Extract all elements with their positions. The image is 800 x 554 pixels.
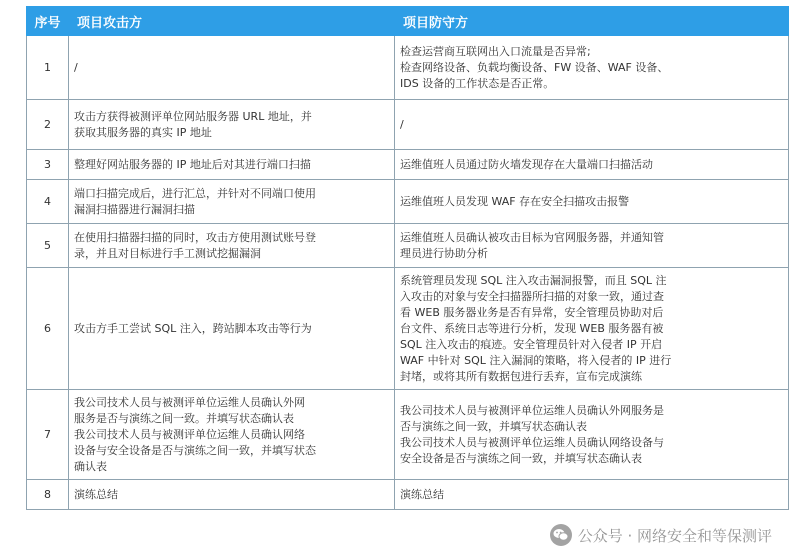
defender-cell (395, 180, 789, 224)
attacker-cell-line: 获取其服务器的真实 IP 地址 (74, 125, 212, 139)
defender-cell-line: 检查网络设备、负载均衡设备、FW 设备、WAF 设备、 (400, 60, 669, 74)
defender-cell-line: 系统管理员发现 SQL 注入攻击漏洞报警，而且 SQL 注 (400, 273, 667, 287)
attacker-cell-line: 整理好网站服务器的 IP 地址后对其进行端口扫描 (74, 157, 311, 171)
row-number: 8 (27, 480, 69, 510)
defender-cell (395, 224, 789, 268)
attacker-cell (69, 180, 395, 224)
defender-cell-line: SQL 注入攻击的痕迹。安全管理员针对入侵者 IP 开启 (400, 337, 663, 351)
defender-cell (395, 268, 789, 390)
attacker-cell-line: 我公司技术人员与被测评单位运维人员确认网络 (74, 427, 305, 441)
header-attacker: 项目攻击方 (69, 7, 395, 36)
row-number: 7 (27, 390, 69, 480)
row-number: 1 (27, 36, 69, 100)
attacker-cell (69, 268, 395, 390)
defender-cell-line: 检查运营商互联网出入口流量是否异常; (400, 44, 591, 58)
defender-cell-line: 理员进行协助分析 (400, 246, 488, 260)
defender-cell (395, 100, 789, 150)
defender-cell-line: 看 WEB 服务器业务是否有异常，安全管理员协助对后 (400, 305, 664, 319)
defender-cell-line: IDS 设备的工作状态是否正常。 (400, 76, 555, 90)
defender-cell-line: 我公司技术人员与被测评单位运维人员确认网络设备与 (400, 435, 664, 449)
wechat-icon (550, 524, 572, 546)
attacker-cell-line: 攻击方获得被测评单位网站服务器 URL 地址，并 (74, 109, 312, 123)
attacker-cell-line: 设备与安全设备是否与演练之间一致，并填写状态 (74, 443, 316, 457)
attacker-cell (69, 100, 395, 150)
defender-cell-line: 我公司技术人员与被测评单位运维人员确认外网服务是 (400, 403, 664, 417)
attacker-cell (69, 390, 395, 480)
row-number: 6 (27, 268, 69, 390)
defender-cell (395, 150, 789, 180)
defender-cell-line: 否与演练之间一致，并填写状态确认表 (400, 419, 587, 433)
table-row (27, 150, 789, 180)
table-row (27, 480, 789, 510)
attacker-cell-line: 端口扫描完成后，进行汇总，并针对不同端口使用 (74, 186, 316, 200)
attacker-cell-line: 服务是否与演练之间一致。并填写状态确认表 (74, 411, 294, 425)
attacker-cell-line: 确认表 (74, 459, 107, 473)
attacker-cell (69, 150, 395, 180)
table-row (27, 390, 789, 480)
header-num: 序号 (27, 7, 69, 36)
attacker-cell-line: 我公司技术人员与被测评单位运维人员确认外网 (74, 395, 305, 409)
defender-cell (395, 390, 789, 480)
defender-cell-line: 运维值班人员确认被攻击目标为官网服务器，并通知管 (400, 230, 664, 244)
defender-cell-line: 运维值班人员发现 WAF 存在安全扫描攻击报警 (400, 194, 630, 208)
table-row (27, 36, 789, 100)
row-number: 5 (27, 224, 69, 268)
table-row (27, 224, 789, 268)
defender-cell-line: 安全设备是否与演练之间一致，并填写状态确认表 (400, 451, 642, 465)
defender-cell-line: 封堵，或将其所有数据包进行丢弃，宣布完成演练 (400, 369, 642, 383)
defender-cell (395, 36, 789, 100)
defender-cell (395, 480, 789, 510)
attacker-cell (69, 480, 395, 510)
defender-cell-line: WAF 中针对 SQL 注入漏洞的策略，将入侵者的 IP 进行 (400, 353, 672, 367)
defender-cell-line: 运维值班人员通过防火墙发现存在大量端口扫描活动 (400, 157, 653, 171)
table-body (27, 36, 789, 510)
watermark (550, 524, 772, 546)
defender-cell-line: 演练总结 (400, 487, 444, 501)
defender-cell-line: 台文件、系统日志等进行分析，发现 WEB 服务器有被 (400, 321, 664, 335)
attacker-cell (69, 36, 395, 100)
attacker-cell-line: 攻击方手工尝试 SQL 注入，跨站脚本攻击等行为 (74, 321, 312, 335)
row-number: 3 (27, 150, 69, 180)
attacker-cell-line: / (74, 60, 78, 74)
watermark-text: 公众号 · 网络安全和等保测评 (577, 526, 772, 545)
row-number: 2 (27, 100, 69, 150)
drill-process-table (26, 6, 789, 510)
defender-cell-line: / (400, 117, 404, 131)
table-header-row (27, 7, 789, 36)
header-defender: 项目防守方 (395, 7, 789, 36)
attacker-cell (69, 224, 395, 268)
attacker-cell-line: 录，并且对目标进行手工测试挖掘漏洞 (74, 246, 261, 260)
table-row (27, 100, 789, 150)
row-number: 4 (27, 180, 69, 224)
attacker-cell-line: 在使用扫描器扫描的同时，攻击方使用测试账号登 (74, 230, 316, 244)
defender-cell-line: 入攻击的对象与安全扫描器所扫描的对象一致，通过查 (400, 289, 664, 303)
attacker-cell-line: 漏洞扫描器进行漏洞扫描 (74, 202, 195, 216)
table-row (27, 268, 789, 390)
attacker-cell-line: 演练总结 (74, 487, 118, 501)
table-row (27, 180, 789, 224)
